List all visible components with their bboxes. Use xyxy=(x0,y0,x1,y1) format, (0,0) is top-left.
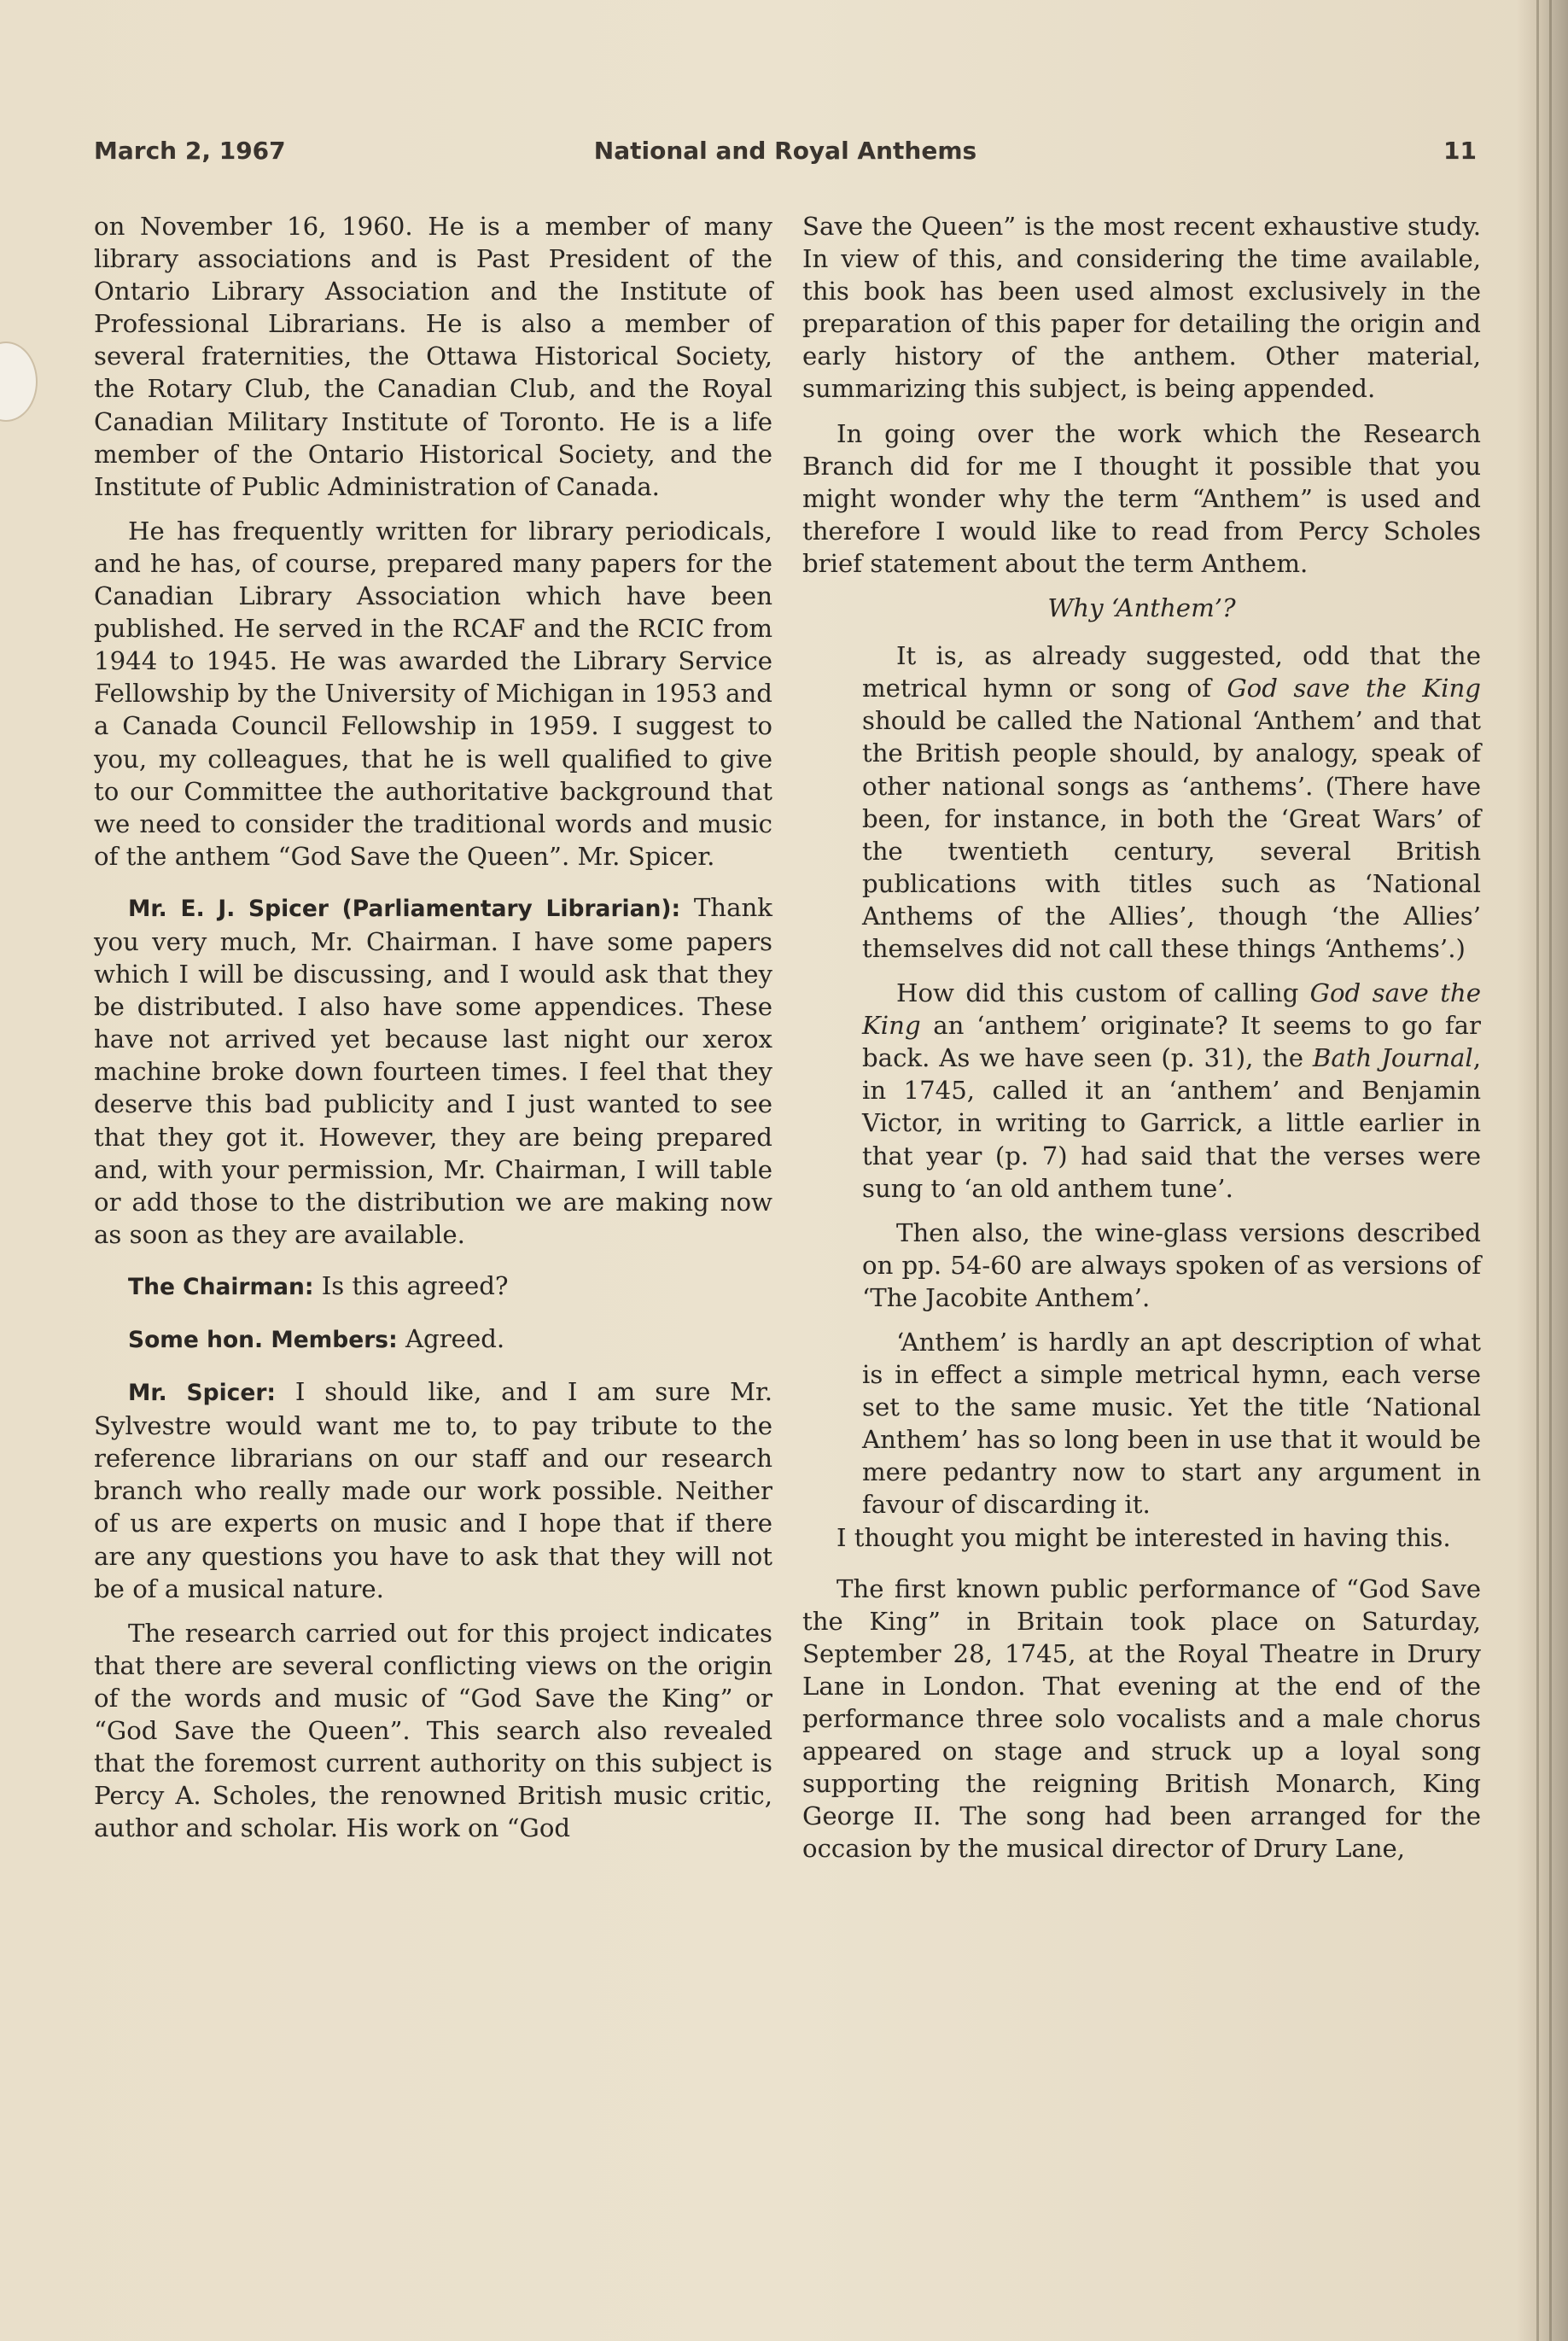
paragraph: In going over the work which the Research Branch did for me I thought it possible that you might wonder why the term “Anthem” is used and therefore I would like to read from Percy Scholes brief statement about the term Anthem. xyxy=(802,418,1481,578)
running-header xyxy=(94,137,1477,171)
page-edge-line xyxy=(1536,0,1539,2341)
paragraph: The first known public performance of “God Save the King” in Britain took place on Saturday, September 28, 1745, at the Royal Theatre in Drury Lane in London. That evening at the end of the performance three solo vocalists and a male chorus appeared on stage and struck up a loyal song supporting the reigning British Monarch, King George II. The song had been arranged for the occasion by the musical director of Drury Lane, xyxy=(802,1573,1481,1864)
speaker-name: Some hon. Members: xyxy=(128,1327,398,1353)
quote-paragraph: ‘Anthem’ is hardly an apt description of what is in effect a simple metrical hymn, each verse set to the same music. Yet the title ‘National Anthem’ has so long been in use that it would be mere pedantry now to start any argument in favour of discarding it. xyxy=(862,1328,1481,1520)
quote-paragraph xyxy=(862,639,1481,965)
speech-paragraph xyxy=(94,1375,772,1605)
speaker-name: Mr. Spicer: xyxy=(128,1380,277,1407)
quote-paragraph: Then also, the wine-glass versions described on pp. 54-60 are always spoken of as versions of ‘The Jacobite Anthem’. xyxy=(862,1217,1481,1312)
quote-text: should be called the National ‘Anthem’ and that the British people should, by analogy, speak of other national songs as ‘anthems’. (There have been, for instance, in both the ‘Great Wars’ of the twentieth century, several British publications with titles such as ‘National Anthems of the Allies’, though ‘the Allies’ themselves did not call these things ‘Anthems’.) xyxy=(862,706,1481,963)
speech-text: Agreed. xyxy=(405,1324,505,1353)
speaker-name: Mr. E. J. Spicer (Parliamentary Librarian): xyxy=(128,895,681,922)
quote-title: God save the King xyxy=(862,978,1481,1041)
quote-title: God save the King xyxy=(1227,674,1481,703)
quote-text: an ‘anthem’ originate? It seems to go far back. As we have seen (p. 31), the xyxy=(862,1011,1481,1073)
right-column xyxy=(802,210,1481,1865)
speech-paragraph xyxy=(94,891,772,1251)
paragraph: on November 16, 1960. He is a member of many library associations and is Past President of the Ontario Library Association and the Institute of Professional Librarians. He is also a member of several fraternities, the Ottawa Historical Society, the Rotary Club, the Canadian Club, and the Royal Canadian Military Institute of Toronto. He is a life member of the Ontario Historical Society, and the Institute of Public Administration of Canada. xyxy=(94,212,772,501)
speech-paragraph xyxy=(94,1322,772,1357)
speech-paragraph xyxy=(94,1270,772,1304)
paragraph: I thought you might be interested in having this. xyxy=(836,1522,1451,1552)
header-title: National and Royal Anthems xyxy=(593,137,977,165)
header-date: March 2, 1967 xyxy=(94,137,286,165)
paragraph: Save the Queen” is the most recent exhaustive study. In view of this, and considering the time available, this book has been used almost exclusively in the preparation of this paper for detailing the origin and early history of the anthem. Other material, summarizing this subject, is being appended. xyxy=(802,212,1481,404)
page-number: 11 xyxy=(1443,137,1477,165)
speech-text: I should like, and I am sure Mr. Sylvestre would want me to, to pay tribute to the reference librarians on our staff and our research branch who really made our work possible. Neither of us are experts on music and I hope that if there are any questions you have to ask that they will not be of a musical nature. xyxy=(94,1377,772,1603)
quote-text: How did this custom of calling xyxy=(896,978,1310,1008)
paragraph: He has frequently written for library periodicals, and he has, of course, prepared many papers for the Canadian Library Association which have been published. He served in the RCAF and the RCIC from 1944 to 1945. He was awarded the Library Service Fellowship by the University of Michigan in 1953 and a Canada Council Fellowship in 1959. I suggest to you, my colleagues, that he is well qualified to give to our Committee the authoritative background that we need to consider the traditional words and music of the anthem “God Save the Queen”. Mr. Spicer. xyxy=(94,516,772,871)
page-edge-shadow xyxy=(1517,0,1568,2341)
page-edge-line xyxy=(1549,0,1552,2341)
speech-text: Thank you very much, Mr. Chairman. I have some papers which I will be discussing, and I would ask that they be distributed. I also have some appendices. These have not arrived yet because last night our xerox machine broke down fourteen times. I feel that they deserve this bad publicity and I just wanted to see that they got it. However, they are being prepared and, with your permission, Mr. Chairman, I will table or add those to the distribution we are making now as soon as they are available. xyxy=(94,892,772,1249)
paragraph: The research carried out for this project indicates that there are several conflicting views on the origin of the words and music of “God Save the King” or “God Save the Queen”. This search also revealed that the foremost current authority on this subject is Percy A. Scholes, the renowned British music critic, author and scholar. His work on “God xyxy=(94,1618,772,1843)
speech-text: Is this agreed? xyxy=(321,1270,509,1300)
punch-hole xyxy=(0,342,38,422)
quote-paragraph xyxy=(862,977,1481,1205)
subheading: Why ‘Anthem’? xyxy=(1047,593,1236,623)
quote-text: It is, as already suggested, odd that the metrical hymn or song of xyxy=(862,641,1481,703)
quote-title: Bath Journal xyxy=(1312,1043,1473,1073)
speaker-name: The Chairman: xyxy=(128,1273,314,1300)
quotation-block xyxy=(862,639,1481,1521)
left-column xyxy=(94,210,772,1844)
quote-text: , in 1745, called it an ‘anthem’ and Benjamin Victor, in writing to Garrick, a little earlier in that year (p. 7) had said that the verses were sung to ‘an old anthem tune’. xyxy=(862,1043,1482,1203)
